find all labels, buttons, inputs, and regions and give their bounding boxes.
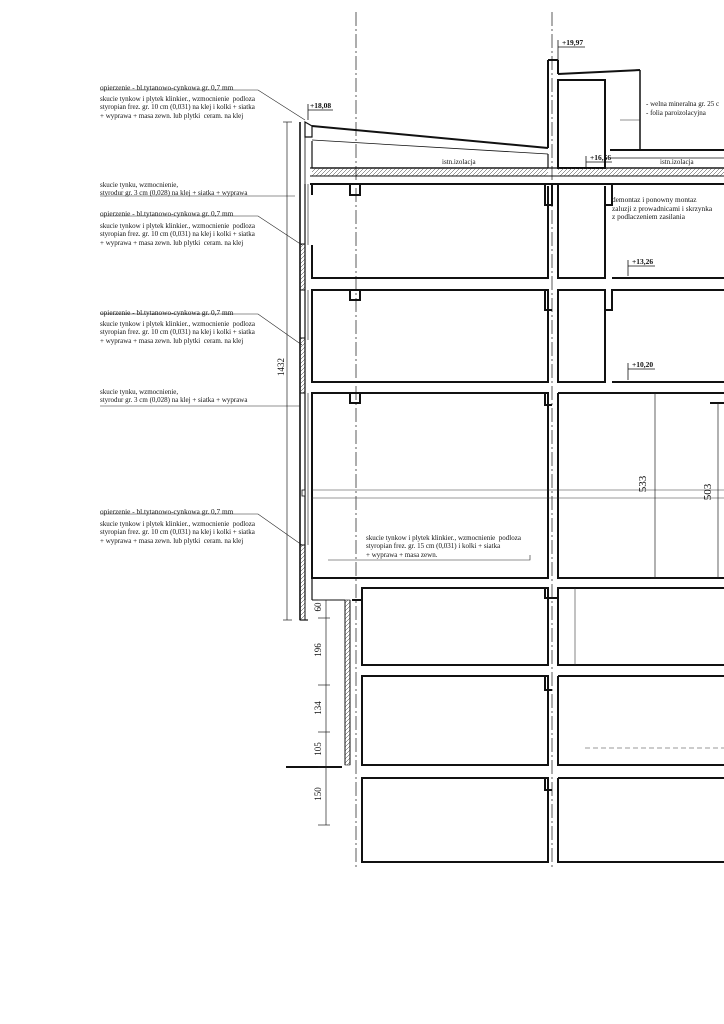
note-basement-body: skucie tynkow i plytek klinkier., wzmocnienie podloza styropian frez. gr. 15 cm (0,031) i kolki + siatka + wyprawa + masa zewn. [366, 534, 521, 559]
note-4-title: opierzenie - bl.tytanowo-cynkowa gr. 0,7 mm [100, 308, 234, 317]
dim-105: 105 [313, 742, 323, 756]
level-roof-inner-label: +16,56 [590, 153, 612, 162]
level-parapet-label: +18,08 [310, 101, 332, 110]
dim-ground-floor: 533 [637, 475, 649, 493]
dim-150: 150 [313, 787, 323, 801]
dim-total-height: 1432 [276, 358, 286, 376]
level-floor-2-label: +10,20 [632, 360, 654, 369]
roof-insulation-label-1: istn.izolacja [442, 158, 476, 166]
note-3-body: skucie tynkow i plytek klinkier., wzmocnienie podloza styropian frez. gr. 10 cm (0,031) na klej i kolki + siatka + wyprawa + masa zewn. lub plytki ceram. na klej [100, 222, 255, 247]
facade [300, 122, 308, 620]
note-6-title: opierzenie - bl.tytanowo-cynkowa gr. 0,7 mm [100, 507, 234, 516]
note-6-body: skucie tynkow i plytek klinkier., wzmocnienie podloza styropian frez. gr. 10 cm (0,031) na klej i kolki + siatka + wyprawa + masa zewn. lub plytki ceram. na klej [100, 520, 255, 545]
dim-60: 60 [313, 602, 323, 612]
roof-insulation-label-2: istn.izolacja [660, 158, 694, 166]
level-top-label: +19,97 [562, 38, 584, 47]
note-3-title: opierzenie - bl.tytanowo-cynkowa gr. 0,7 mm [100, 209, 234, 218]
level-floor-3-label: +13,26 [632, 257, 654, 266]
dim-134: 134 [313, 701, 323, 715]
note-2-body: skucie tynku, wzmocnienie, styrodur gr. 3 cm (0,028) na klej + siatka + wyprawa [100, 181, 248, 198]
dim-ground-floor-inner: 503 [702, 483, 714, 501]
note-mineral-wool: - welna mineralna gr. 25 c [646, 100, 720, 108]
note-vapour-barrier: - folia paroizolacyjna [646, 109, 706, 117]
note-1-body: skucie tynkow i plytek klinkier., wzmocnienie podloza styropian frez. gr. 10 cm (0,031) na klej i kolki + siatka + wyprawa + masa zewn. lub plytki ceram. na klej [100, 95, 255, 120]
level-markers [308, 40, 655, 380]
note-5-body: skucie tynku, wzmocnienie, styrodur gr. 3 cm (0,028) na klej + siatka + wyprawa [100, 388, 248, 405]
dim-196: 196 [313, 643, 323, 657]
note-1-title: opierzenie - bl.tytanowo-cynkowa gr. 0,7 mm [100, 83, 234, 92]
axis-lines [356, 12, 552, 870]
thin-lines [312, 490, 724, 748]
note-blinds: demontaz i ponowny montaz zaluzji z prowadnicami i skrzynka z podlaczeniem zasilania [612, 195, 713, 222]
note-4-body: skucie tynkow i plytek klinkier., wzmocnienie podloza styropian frez. gr. 10 cm (0,031) na klej i kolki + siatka + wyprawa + masa zewn. lub plytki ceram. na klej [100, 320, 255, 345]
floor-slabs [312, 184, 724, 862]
